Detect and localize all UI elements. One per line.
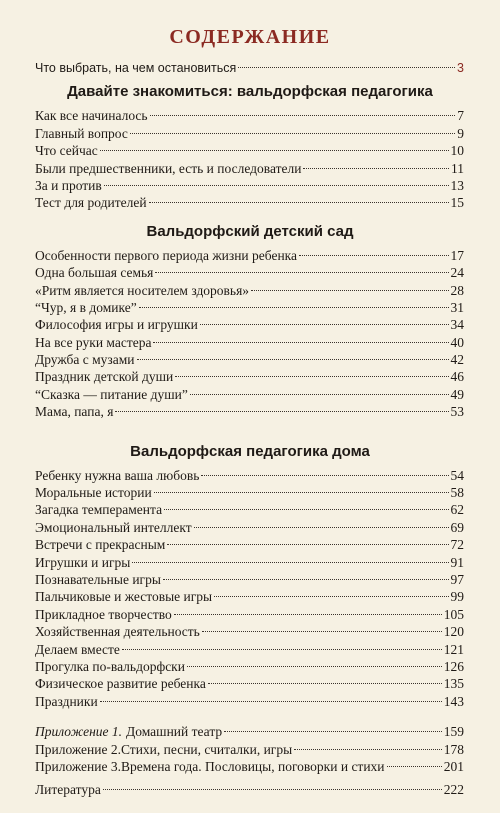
page-number: 201 — [443, 758, 464, 774]
appendix-label: Приложение 1. — [35, 724, 123, 740]
toc-entry — [35, 484, 464, 501]
page-number: 28 — [450, 282, 464, 298]
dot-leader — [251, 290, 448, 291]
page-number: 17 — [450, 247, 464, 263]
toc-entry — [35, 403, 464, 420]
dot-leader — [149, 202, 449, 203]
entry-title: Прогулка по-вальдорфски — [35, 658, 185, 674]
entry-title: На все руки мастера — [35, 334, 152, 350]
toc-entry — [35, 386, 464, 403]
page-number: 42 — [450, 352, 464, 368]
page-number: 222 — [443, 782, 464, 798]
toc-entry — [35, 334, 464, 351]
section-heading: Вальдорфская педагогика дома — [130, 442, 370, 460]
page-number: 135 — [443, 676, 464, 692]
entry-title: Тест для родителей — [35, 195, 147, 211]
entry-title: Литература — [35, 782, 101, 798]
page-number: 178 — [443, 741, 464, 757]
page-number: 11 — [451, 160, 464, 176]
page-number: 159 — [443, 724, 464, 740]
toc-entry — [35, 658, 464, 675]
page-number: 121 — [443, 641, 464, 657]
entry-title: Времена года. Пословицы, поговорки и стихи — [120, 758, 385, 774]
dot-leader — [132, 562, 448, 563]
section-heading: Вальдорфский детский сад — [146, 222, 354, 240]
dot-leader — [100, 150, 449, 151]
dot-leader — [155, 272, 448, 273]
toc-entry — [35, 571, 464, 588]
dot-leader — [154, 492, 449, 493]
page-number: 40 — [450, 334, 464, 350]
dot-leader — [294, 749, 442, 750]
page-title: СОДЕРЖАНИЕ — [169, 26, 331, 48]
dot-leader — [167, 544, 448, 545]
page-number: 46 — [450, 369, 464, 385]
page-number: 120 — [443, 624, 464, 640]
dot-leader — [164, 509, 448, 510]
appendix-label: Приложение 2. — [35, 741, 121, 757]
toc-entry — [35, 467, 464, 484]
appendix-label: Приложение 3. — [35, 758, 121, 774]
dot-leader — [387, 766, 442, 767]
entry-title: За и против — [35, 177, 102, 193]
dot-leader — [200, 324, 449, 325]
entry-title: Праздник детской души — [35, 369, 174, 385]
toc-entry — [35, 125, 464, 142]
dot-leader — [214, 596, 448, 597]
entry-title: «Ритм является носителем здоровья» — [35, 282, 250, 298]
dot-leader — [100, 701, 442, 702]
dot-leader — [174, 614, 442, 615]
entry-title: “Чур, я в домике” — [35, 299, 137, 315]
page-number: 126 — [443, 658, 464, 674]
toc-entry — [35, 675, 464, 692]
toc-entry — [35, 282, 464, 299]
toc-entry — [35, 299, 464, 316]
entry-title: Ребенку нужна ваша любовь — [35, 467, 200, 483]
dot-leader — [224, 731, 442, 732]
toc-entry — [35, 142, 464, 159]
page-number: 69 — [450, 519, 464, 535]
toc-entry — [35, 264, 464, 281]
entry-title: Хозяйственная деятельность — [35, 624, 200, 640]
toc-entry — [35, 247, 464, 264]
page-number: 34 — [450, 317, 464, 333]
toc-entry-intro — [35, 60, 464, 77]
dot-leader — [104, 185, 449, 186]
toc-entry-appendix — [35, 741, 464, 758]
page-number: 99 — [450, 589, 464, 605]
page-number: 143 — [443, 693, 464, 709]
entry-title: Эмоциональный интеллект — [35, 519, 192, 535]
entry-title: Философия игры и игрушки — [35, 317, 198, 333]
entry-title: Что сейчас — [35, 143, 98, 159]
entry-title: Игрушки и игры — [35, 554, 131, 570]
entry-title: Загадка темперамента — [35, 502, 163, 518]
toc-entry — [35, 606, 464, 623]
entry-title: “Сказка — питание души” — [35, 386, 188, 402]
entry-title: Моральные истории — [35, 485, 152, 501]
page-number: 53 — [450, 404, 464, 420]
entry-title: Одна большая семья — [35, 265, 154, 281]
toc-entry — [35, 554, 464, 571]
page-number: 31 — [450, 299, 464, 315]
page-number: 72 — [450, 537, 464, 553]
entry-title: Главный вопрос — [35, 125, 128, 141]
entry-title: Что выбрать, на чем остановиться — [35, 61, 237, 75]
entry-title: Как все начиналось — [35, 108, 148, 124]
entry-title: Пальчиковые и жестовые игры — [35, 589, 213, 605]
page-number: 24 — [450, 265, 464, 281]
toc-entry — [35, 641, 464, 658]
toc-entry — [35, 519, 464, 536]
page-number: 3 — [457, 61, 464, 75]
page-number: 7 — [457, 108, 464, 124]
entry-title: Встречи с прекрасным — [35, 537, 166, 553]
entry-title: Дружба с музами — [35, 352, 135, 368]
dot-leader — [190, 394, 449, 395]
entry-title: Особенности первого периода жизни ребенка — [35, 247, 298, 263]
entry-title: Были предшественники, есть и последователи — [35, 160, 302, 176]
entry-title: Делаем вместе — [35, 641, 120, 657]
toc-entry — [35, 177, 464, 194]
toc-entry — [35, 588, 464, 605]
page-number: 105 — [443, 606, 464, 622]
toc-entry — [35, 107, 464, 124]
page-number: 62 — [450, 502, 464, 518]
entry-title: Праздники — [35, 693, 98, 709]
toc-entry — [35, 316, 464, 333]
dot-leader — [238, 67, 455, 68]
entry-title: Мама, папа, я — [35, 404, 114, 420]
entry-title: Домашний театр — [126, 724, 223, 740]
entry-title: Познавательные игры — [35, 571, 161, 587]
toc-entry-appendix — [35, 758, 464, 775]
dot-leader — [122, 649, 442, 650]
toc-entry — [35, 623, 464, 640]
toc-entry — [35, 368, 464, 385]
page-number: 97 — [450, 571, 464, 587]
entry-title: Прикладное творчество — [35, 606, 172, 622]
dot-leader — [163, 579, 449, 580]
dot-leader — [208, 683, 442, 684]
toc-entry — [35, 160, 464, 177]
dot-leader — [115, 411, 448, 412]
page-number: 58 — [450, 485, 464, 501]
dot-leader — [137, 359, 449, 360]
dot-leader — [202, 631, 442, 632]
toc-entry-appendix — [35, 723, 464, 740]
toc-entry-literature — [35, 781, 464, 798]
toc-entry — [35, 351, 464, 368]
dot-leader — [150, 115, 456, 116]
dot-leader — [175, 376, 448, 377]
page-number: 15 — [450, 195, 464, 211]
page-number: 10 — [450, 143, 464, 159]
dot-leader — [194, 527, 449, 528]
page-number: 49 — [450, 386, 464, 402]
page-number: 91 — [450, 554, 464, 570]
page-number: 13 — [450, 177, 464, 193]
page-number: 54 — [450, 467, 464, 483]
section-heading: Давайте знакомиться: вальдорфская педагогика — [67, 83, 433, 101]
toc-entry — [35, 693, 464, 710]
dot-leader — [187, 666, 442, 667]
entry-title: Физическое развитие ребенка — [35, 676, 206, 692]
page-number: 9 — [457, 125, 464, 141]
dot-leader — [103, 789, 442, 790]
dot-leader — [139, 307, 449, 308]
toc-entry — [35, 536, 464, 553]
dot-leader — [130, 133, 455, 134]
dot-leader — [153, 342, 448, 343]
dot-leader — [201, 475, 448, 476]
toc-entry — [35, 194, 464, 211]
toc-entry — [35, 501, 464, 518]
entry-title: Стихи, песни, считалки, игры — [120, 741, 293, 757]
dot-leader — [299, 255, 448, 256]
dot-leader — [303, 168, 449, 169]
